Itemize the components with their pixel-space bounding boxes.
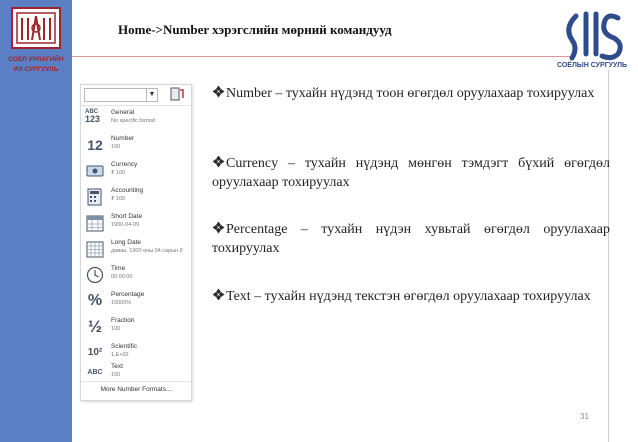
menu-separator xyxy=(81,105,191,106)
bullet-item xyxy=(212,154,610,192)
menu-item-example: 00:00:00 xyxy=(111,274,133,280)
menu-item-percentage[interactable] xyxy=(81,289,191,315)
menu-item-example: No specific format xyxy=(111,118,156,124)
right-logo-text: СОЁЛЫН СУРГУУЛЬ xyxy=(556,62,628,69)
menu-item-example: 1,E+02 xyxy=(111,352,129,358)
diamond-bullet-icon xyxy=(212,155,225,168)
percent-icon: % xyxy=(87,292,103,309)
menu-item-name: Currency xyxy=(111,161,138,168)
calendar-grid-icon xyxy=(85,239,105,259)
format-brush-icon[interactable] xyxy=(169,86,185,104)
menu-item-name: General xyxy=(111,109,135,116)
school-logo-right-icon xyxy=(562,8,628,66)
menu-item-example: ₮ 100 xyxy=(111,170,126,176)
menu-item-name: Short Date xyxy=(111,213,143,220)
menu-item-example: 10000% xyxy=(111,300,132,306)
menu-item-accounting[interactable] xyxy=(81,185,191,211)
general-123-icon: ABC 123 xyxy=(85,109,101,124)
bullet-item xyxy=(212,287,610,306)
menu-item-general[interactable] xyxy=(81,107,191,133)
menu-item-short-date[interactable] xyxy=(81,211,191,237)
menu-item-name: Text xyxy=(111,363,123,370)
university-emblem-icon xyxy=(10,6,62,50)
university-logo-left xyxy=(0,0,72,90)
page-number: 31 xyxy=(580,412,589,421)
scientific-icon: 10² xyxy=(87,347,103,358)
menu-item-name: Number xyxy=(111,135,135,142)
menu-item-example: даваа, 1900 оны 04 сарын 9 xyxy=(111,248,183,254)
menu-item-example: ₮ 100 xyxy=(111,196,126,202)
menu-item-name: Accounting xyxy=(111,187,144,194)
diamond-bullet-icon xyxy=(212,85,225,98)
more-number-formats-link[interactable]: More Number Formats... xyxy=(81,381,191,398)
chevron-down-icon[interactable]: ▼ xyxy=(146,89,157,101)
bullet-text: Percentage – тухайн нүдэн хувьтай өгөгдөл оруулахаар тохируулах xyxy=(212,222,610,256)
slide-title: Home->Number хэрэгслийн мөрний командууд xyxy=(118,22,392,37)
number-format-dropdown xyxy=(80,84,192,401)
bullet-text: Number – тухайн нүдэнд тоон өгөгдөл оруулахаар тохируулах xyxy=(226,86,595,101)
menu-item-name: Time xyxy=(111,265,126,272)
menu-item-currency[interactable] xyxy=(81,159,191,185)
menu-item-example: 1900-04-09 xyxy=(111,222,140,228)
bullet-text: Text – тухайн нүдэнд текстэн өгөгдөл оруулахаар тохируулах xyxy=(226,289,591,304)
menu-item-number[interactable] xyxy=(81,133,191,159)
menu-item-name: Percentage xyxy=(111,291,145,298)
bullet-item xyxy=(212,84,610,103)
text-abc-icon: ABC xyxy=(87,369,103,376)
menu-item-time[interactable] xyxy=(81,263,191,289)
left-logo-text-line2: ИХ СУРГУУЛЬ xyxy=(13,66,59,73)
title-underline xyxy=(72,56,572,57)
calendar-icon xyxy=(85,213,105,233)
menu-item-fraction[interactable] xyxy=(81,315,191,341)
clock-icon xyxy=(85,265,105,285)
menu-item-example: 100 xyxy=(111,144,121,150)
menu-item-long-date[interactable] xyxy=(81,237,191,263)
diamond-bullet-icon xyxy=(212,221,225,234)
menu-item-name: Fraction xyxy=(111,317,135,324)
menu-item-name: Long Date xyxy=(111,239,141,246)
menu-item-name: Scientific xyxy=(111,343,138,350)
fraction-icon: ½ xyxy=(87,317,103,336)
menu-item-example: 100 xyxy=(111,372,121,378)
left-logo-text-line1: СОЁЛ УРЛАГИЙН xyxy=(8,56,64,63)
accounting-icon xyxy=(85,187,105,207)
bullet-item xyxy=(212,220,610,258)
menu-item-example: 100 xyxy=(111,326,121,332)
number-format-select[interactable] xyxy=(84,88,158,102)
number-12-icon: 12 xyxy=(87,137,103,153)
currency-icon xyxy=(85,161,105,181)
diamond-bullet-icon xyxy=(212,288,225,301)
bullet-text: Currency – тухайн нүдэнд мөнгөн тэмдэгт бүхий өгөгдөл оруулахаар тохируулах xyxy=(212,156,610,190)
